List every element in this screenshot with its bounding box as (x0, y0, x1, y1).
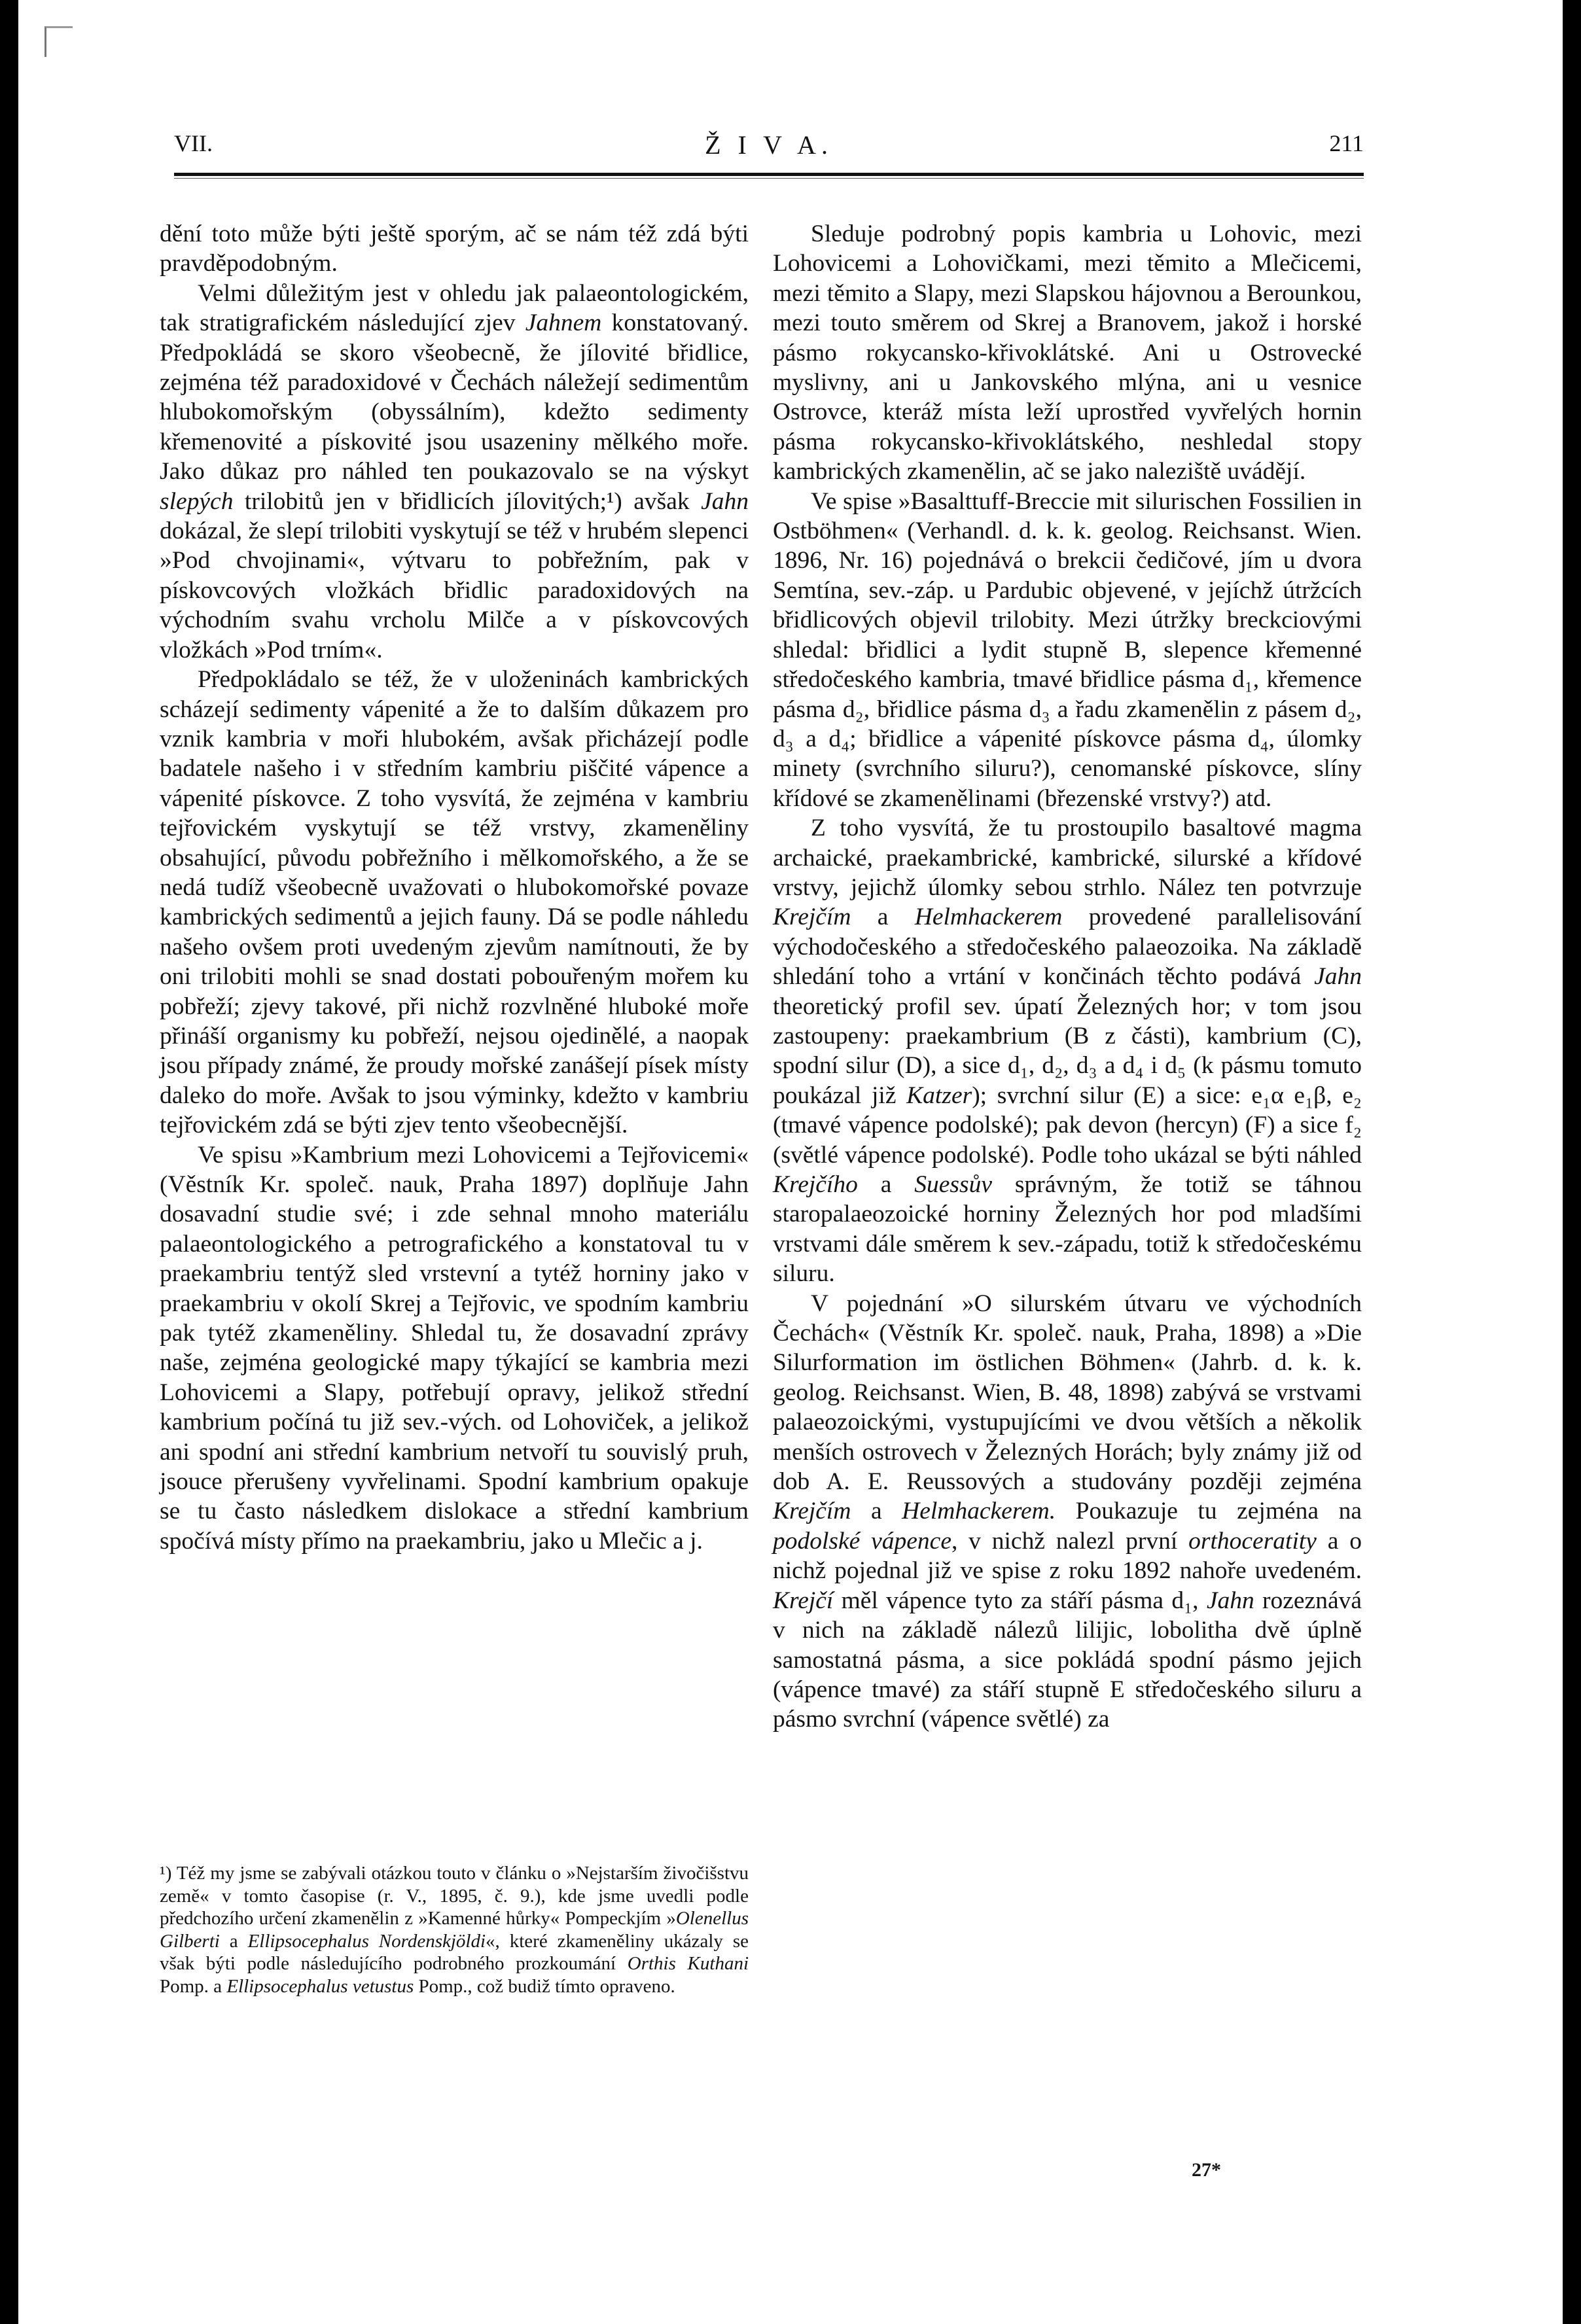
name-jahnem: Jahnem (525, 309, 602, 337)
volume-number: VII. (174, 130, 213, 156)
printer-signature: 27* (1192, 2159, 1221, 2181)
left-paragraph-1: dění toto může býti ještě sporým, ač se nám též zdá býti pravděpodobným. (160, 220, 749, 277)
footnote: ¹) Též my jsme se zabývali otázkou touto v článku o »Nejstarším živočišstvu země« v tomto časopise (r. V., 1895, č. 9.), kde jsme uvedli podle předchozího určení zkamenělin z »Kamenné hůrky« Pompeckjím »Olenellus Gilberti a Ellipsocephalus Nordenskjöldi«, které zkameněliny ukázaly se však býti podle následujícího podrobného prozkoumání Orthis Kuthani Pomp. a Ellipsocephalus vetustus Pomp., což budiž tímto opraveno. (160, 1863, 749, 1997)
page (18, 0, 1563, 2324)
right-column (773, 219, 1362, 1734)
header-rule-thin (174, 178, 1364, 179)
header-rule (174, 173, 1364, 176)
right-paragraph-1: Sleduje podrobný popis kambria u Lohovic, mezi Lohovicemi a Lohovičkami, mezi těmito a Mlečicemi, mezi těmito a Slapy, mezi Slapskou hájovnou a Berounkou, mezi touto směrem od Skrej a Branovem, jakož i horské pásmo rokycansko-křivoklátské. Ani u Ostrovecké myslivny, ani u Jankovského mlýna, ani u vesnice Ostrovce, kteráž místa leží uprostřed vyvřelých hornin pásma rokycansko-křivoklátského, neshledal stopy kambrických zkamenělin, ač se jako naleziště uvádějí. (773, 220, 1362, 485)
right-paragraph-3: Z toho vysvítá, že tu prostoupilo basaltové magma archaické, praekambrické, kambrické, silurské a křídové vrstvy, jejichž úlomky sebou strhlo. Nález ten potvrzuje Krejčím a Helmhackerem provedené parallelisování východočeského a středočeského palaeozoika. Na základě shledání toho a vrtání v končinách těchto podává Jahn theoretický profil sev. úpatí Železných hor; v tom jsou zastoupeny: praekambrium (B z části), kambrium (C), spodní silur (D), a sice d₁, d₂, d₃ a d₄ i d₅ (k pásmu tomuto poukázal již Katzer); svrchní silur (E) a sice: e₁α e₁β, e₂ (tmavé vápence podolské); pak devon (hercyn) (F) a sice f₂ (světlé vápence podolské). Podle toho ukázal se býti náhled Krejčího a Suessův správným, že totiž se táhnou staropalaeozoické horniny Železných hor pod mladšími vrstvami dále směrem k sev.-západu, totiž k středočeskému siluru. (773, 815, 1362, 1288)
left-paragraph-3: Předpokládalo se též, že v uloženinách kambrických scházejí sedimenty vápenité a že to dalším důkazem pro vznik kambria v moři hlubokém, avšak přicházejí podle badatele našeho i v středním kambriu piščité vápence a vápenité pískovce. Z toho vysvítá, že zejména v kambriu tejřovickém vyskytují se též vrstvy, zkameněliny obsahující, původu pobřežního i mělkomořského, a že se nedá tudíž všeobecně uvažovati o hlubokomořské povaze kambrických sedimentů a jejich fauny. Dá se podle náhledu našeho ovšem proti uvedeným zjevům namítnouti, že by oni trilobiti mohli se snad dostati pobouřeným mořem ku pobřeží; zjevy takové, při nichž rozvlněné hluboké moře přináší organismy ku pobřeží, nejsou ojedinělé, a naopak jsou případy známé, že proudy mořské zanášejí písek místy daleko do moře. Avšak to jsou výminky, kdežto v kambriu tejřovickém zdá se býti zjev tento všeobecnější. (160, 666, 749, 1139)
name-jahn: Jahn (701, 487, 749, 515)
right-paragraph-2: Ve spise »Basalttuff-Breccie mit silurischen Fossilien in Ostböhmen« (Verhandl. d. k. k. geolog. Reichsanst. Wien. 1896, Nr. 16) pojednává o brekcii čedičové, jím u dvora Semtína, sev.-záp. u Pardubic objevené, v jejíchž útržcích břidlicových objevil trilobity. Mezi útržky breckciovými shledal: břidlici a lydit stupně B, slepence křemenné středočeského kambria, tmavé břidlice pásma d₁, křemence pásma d₂, břidlice pásma d₃ a řadu zkamenělin z pásem d₂, d₃ a d₄; břidlice a vápenité pískovce pásma d₄, úlomky minety (svrchního siluru?), cenomanské pískovce, slíny křídové se zkamenělinami (březenské vrstvy?) atd. (773, 487, 1362, 812)
journal-title: Ž I V A. (705, 130, 833, 160)
left-paragraph-2: Velmi důležitým jest v ohledu jak palaeontologickém, tak stratigrafickém následující zjev Jahnem konstatovaný. Předpokládá se skoro všeobecně, že jílovité břidlice, zejména též paradoxidové v Čechách náležejí sedimentům hlubokomořským (obyssálním), kdežto sedimenty křemenovité a pískovité jsou usazeniny mělkého moře. Jako důkaz pro náhled ten poukazovalo se na výskyt slepých trilobitů jen v břidlicích jílovitých;¹) avšak Jahn dokázal, že slepí trilobiti vyskytují se též v hrubém slepenci »Pod chvojinami«, výtvaru to pobřežním, pak v pískovcových vložkách břidlic paradoxidových na východním svahu vrcholu Milče a v pískovcových vložkách »Pod trním«. (160, 279, 749, 663)
scan-corner-mark (44, 26, 73, 57)
left-paragraph-4: Ve spisu »Kambrium mezi Lohovicemi a Tejřovicemi« (Věstník Kr. společ. nauk, Praha 1897) doplňuje Jahn dosavadní studie své; i zde sehnal mnoho materiálu palaeontologického a petrografického a konstatoval tu v praekambriu tentýž sled vrstevní a tytéž horniny jako v praekambriu v okolí Skrej a Tejřovic, ve spodním kambriu pak tytéž zkameněliny. Shledal tu, že dosavadní zprávy naše, zejména geologické mapy týkající se kambria mezi Lohovicemi a Slapy, potřebují opravy, jelikož střední kambrium počíná tu již sev.-vých. od Lohoviček, a jelikož ani spodní ani střední kambrium netvoří tu souvislý pruh, jsouce přerušeny vyvřelinami. Spodní kambrium opakuje se tu často následkem dislokace a střední kambrium spočívá místy přímo na praekambriu, jako u Mlečic a j. (160, 1141, 749, 1555)
term-slepych: slepých (160, 487, 234, 515)
left-column (160, 219, 749, 1556)
right-paragraph-4: V pojednání »O silurském útvaru ve východních Čechách« (Věstník Kr. společ. nauk, Praha, 1898) a »Die Silurformation im östlichen Böhmen« (Jahrb. d. k. k. geolog. Reichsanst. Wien, B. 48, 1898) zabývá se vrstvami palaeozoickými, vystupujícími ve dvou větších a několik menších ostrovech v Železných Horách; byly známy již od dob A. E. Reussových a studovány později zejména Krejčím a Helmhackerem. Poukazuje tu zejména na podolské vápence, v nichž nalezl první orthoceratity a o nichž pojednal již ve spise z roku 1892 nahoře uvedeném. Krejčí měl vápence tyto za stáří pásma d₁, Jahn rozeznává v nich na základě nálezů lilijic, lobolitha dvě úplně samostatná pásma, a sice pokládá spodní pásmo jejich (vápence tmavé) za stáří stupně E středočeského siluru a pásmo svrchní (vápence světlé) za (773, 1290, 1362, 1733)
page-number: 211 (1329, 130, 1364, 156)
running-header (174, 130, 1364, 169)
